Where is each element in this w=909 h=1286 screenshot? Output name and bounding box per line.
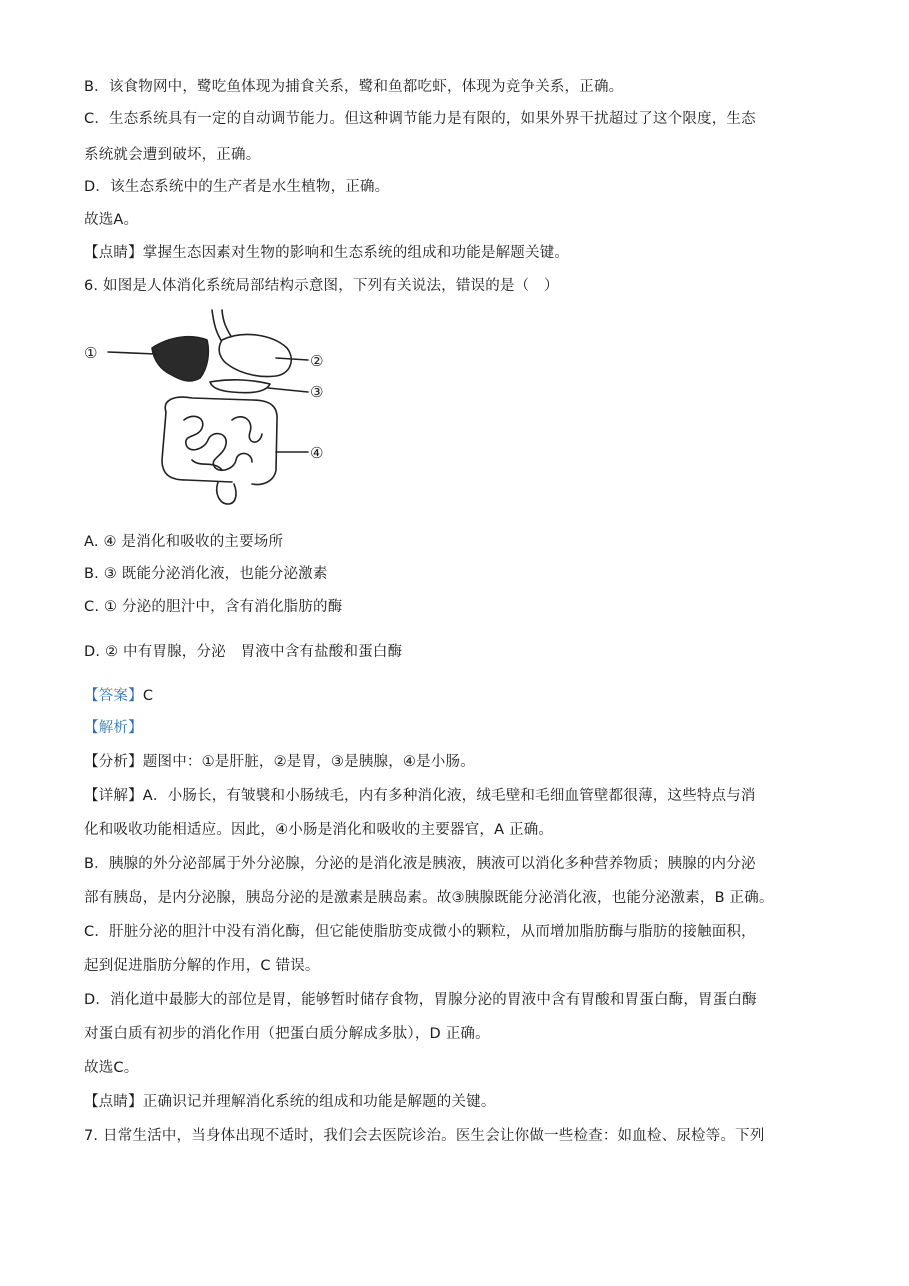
line-5b: B．该食物网中，鹭吃鱼体现为捕食关系，鹭和鱼都吃虾，体现为竞争关系，正确。 <box>84 79 624 95</box>
answer-line <box>84 686 849 706</box>
detail-b-1: B．胰腺的外分泌部属于外分泌腺，分泌的是消化液是胰液，胰液可以消化多种营养物质；胰腺的内分泌 <box>84 856 756 872</box>
answer-value: C <box>142 688 154 704</box>
figure-label-3: ③ <box>310 383 324 401</box>
fenxi-line: 【分析】题图中：①是肝脏，②是胃，③是胰腺，④是小肠。 <box>84 754 475 770</box>
analysis-tag: 【解析】 <box>84 720 143 736</box>
figure-label-1: ① <box>84 344 98 362</box>
comment-line: 【点睛】正确识记并理解消化系统的组成和功能是解题的关键。 <box>84 1094 496 1110</box>
line-5-choose: 故选A。 <box>84 212 139 228</box>
leader-line-1 <box>108 352 156 354</box>
leader-line-3 <box>268 388 308 392</box>
answer-tag: 【答案】 <box>84 688 143 704</box>
digestive-system-diagram <box>82 300 342 515</box>
detail-d-2: 对蛋白质有初步的消化作用（把蛋白质分解成多肽），D 正确。 <box>84 1026 490 1042</box>
question-7-stem: 7. 日常生活中，当身体出现不适时，我们会去医院诊治。医生会让你做一些检查：如血检、尿检等。下列 <box>84 1128 765 1144</box>
line-5-comment: 【点睛】掌握生态因素对生物的影响和生态系统的组成和功能是解题关键。 <box>84 245 570 261</box>
pancreas-shape <box>210 380 270 393</box>
detail-a-2: 化和吸收功能相适应。因此，④小肠是消化和吸收的主要器官，A 正确。 <box>84 822 554 838</box>
detail-d-1: D．消化道中最膨大的部位是胃，能够暂时储存食物，胃腺分泌的胃液中含有胃酸和胃蛋白酶，胃蛋白酶 <box>84 992 757 1008</box>
option-a: A. ④ 是消化和吸收的主要场所 <box>84 534 284 550</box>
rectum-shape <box>217 482 236 504</box>
detail-c-1: C．肝脏分泌的胆汁中没有消化酶，但它能使脂肪变成微小的颗粒，从而增加脂肪酶与脂肪的接触面积， <box>84 924 756 940</box>
liver-shape <box>152 337 208 381</box>
option-d: D. ② 中有胃腺，分泌 胃液中含有盐酸和蛋白酶 <box>84 644 403 660</box>
small-intestine-shape <box>184 416 262 470</box>
line-5c-1: C．生态系统具有一定的自动调节能力。但这种调节能力是有限的，如果外界干扰超过了这个限度，生态 <box>84 111 756 127</box>
line-5c-2: 系统就会遭到破坏，正确。 <box>84 147 261 163</box>
question-6-stem: 6. 如图是人体消化系统局部结构示意图，下列有关说法，错误的是（ ） <box>84 278 559 294</box>
detail-a-1: 【详解】A．小肠长，有皱襞和小肠绒毛，内有多种消化液，绒毛壁和毛细血管壁都很薄，这些特点与消 <box>84 788 756 804</box>
option-c: C. ① 分泌的胆汁中，含有消化脂肪的酶 <box>84 599 343 615</box>
stomach-shape <box>219 334 291 376</box>
choose-line: 故选C。 <box>84 1060 139 1076</box>
figure-label-4: ④ <box>310 444 324 462</box>
large-intestine-shape <box>162 397 277 484</box>
detail-c-2: 起到促进脂肪分解的作用，C 错误。 <box>84 958 320 974</box>
line-5d: D．该生态系统中的生产者是水生植物，正确。 <box>84 179 390 195</box>
figure-label-2: ② <box>310 352 324 370</box>
detail-b-2: 部有胰岛，是内分泌腺，胰岛分泌的是激素是胰岛素。故③胰腺既能分泌消化液，也能分泌激素，B 正确。 <box>84 890 774 906</box>
option-b: B. ③ 既能分泌消化液，也能分泌激素 <box>84 566 328 582</box>
